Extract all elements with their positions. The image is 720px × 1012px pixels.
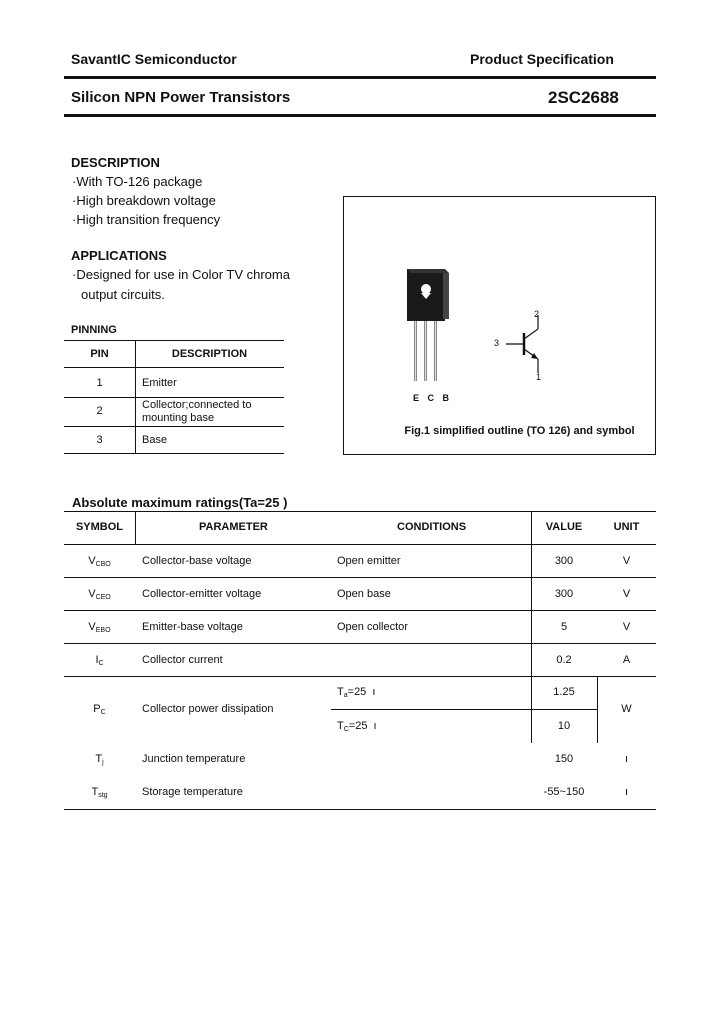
- header-rule-bottom: [64, 114, 656, 117]
- table-row-parameter: Collector power dissipation: [142, 703, 274, 715]
- pin-description-cont: mounting base: [142, 412, 215, 424]
- table-row-unit: W: [621, 703, 632, 715]
- table-row-value: 5: [560, 621, 568, 633]
- table-row-unit: V: [622, 555, 631, 567]
- product-line: Silicon NPN Power Transistors: [71, 89, 291, 106]
- table-row-parameter: Collector-emitter voltage: [142, 588, 262, 600]
- pinning-header-pin: PIN: [90, 348, 109, 360]
- part-number: 2SC2688: [548, 88, 619, 107]
- table-row-value: 1.25: [553, 686, 575, 698]
- table-row-conditions: $T_C=25$ ı: [337, 720, 377, 733]
- company-name: SavantIC Semiconductor: [71, 51, 237, 67]
- applications-title: APPLICATIONS: [71, 248, 167, 263]
- table-row-symbol: $I_C$: [95, 654, 104, 667]
- table-row-unit: ı: [624, 753, 629, 765]
- table-row-value: 300: [554, 555, 574, 567]
- table-row-parameter: Collector current: [142, 654, 223, 666]
- table-row-value: 300: [554, 588, 574, 600]
- table-row-parameter: Storage temperature: [142, 786, 243, 798]
- ratings-header-conditions: CONDITIONS: [397, 521, 467, 533]
- table-row-symbol: $V_{EBO}$: [88, 621, 111, 634]
- figure-box: [343, 196, 656, 455]
- pin-description: Collector;connected to: [142, 399, 252, 411]
- table-row-unit: A: [622, 654, 631, 666]
- table-row-value: -55~150: [543, 786, 585, 798]
- pin-number: 3: [96, 434, 103, 446]
- table-row-symbol: $T_j$: [95, 753, 104, 766]
- table-row-parameter: Junction temperature: [142, 753, 246, 765]
- package-pin-letters: E C B: [413, 393, 453, 403]
- description-item: ·High transition frequency: [72, 212, 221, 227]
- ratings-header-unit: UNIT: [613, 521, 640, 533]
- symbol-pin-collector: 2: [534, 309, 540, 319]
- pin-description: Emitter: [142, 377, 177, 389]
- symbol-pin-base: 3: [494, 338, 500, 348]
- pin-description: Base: [142, 434, 168, 446]
- table-row-unit: V: [622, 621, 631, 633]
- table-row-symbol: $V_{CBO}$: [88, 555, 111, 568]
- table-row-value: 150: [554, 753, 574, 765]
- table-row-conditions: Open base: [337, 588, 391, 600]
- symbol-pin-emitter: 1: [536, 372, 542, 382]
- to126-package-outline: [394, 265, 514, 405]
- table-row-unit: V: [622, 588, 631, 600]
- npn-transistor-symbol: [504, 309, 564, 379]
- table-row-parameter: Emitter-base voltage: [142, 621, 243, 633]
- description-item: ·High breakdown voltage: [72, 193, 216, 208]
- table-row-conditions: Open collector: [337, 621, 408, 633]
- doc-type: Product Specification: [470, 51, 614, 67]
- table-row-symbol: $V_{CEO}$: [88, 588, 111, 601]
- figure-caption: Fig.1 simplified outline (TO 126) and symbol: [404, 425, 635, 437]
- pin-number: 2: [96, 405, 103, 417]
- pinning-title: PINNING: [71, 324, 117, 336]
- table-row-symbol: $P_C$: [93, 703, 106, 716]
- table-row-value: 0.2: [556, 654, 572, 666]
- ratings-header-value: VALUE: [545, 521, 583, 533]
- description-title: DESCRIPTION: [71, 155, 160, 170]
- table-row-conditions: $T_a=25$ ı: [337, 686, 376, 699]
- pinning-header-desc: DESCRIPTION: [171, 348, 248, 360]
- ratings-header-parameter: PARAMETER: [199, 521, 268, 533]
- applications-line: output circuits.: [81, 287, 165, 302]
- applications-line: ·Designed for use in Color TV chroma: [72, 267, 290, 282]
- ratings-title: Absolute maximum ratings(Ta=25 ): [72, 495, 288, 510]
- table-row-symbol: $T_{stg}$: [91, 786, 108, 799]
- table-row-value: 10: [557, 720, 571, 732]
- table-row-parameter: Collector-base voltage: [142, 555, 252, 567]
- table-row-unit: ı: [624, 786, 629, 798]
- description-item: ·With TO-126 package: [72, 174, 203, 189]
- table-row-conditions: Open emitter: [337, 555, 401, 567]
- header-rule-top: [64, 76, 656, 79]
- ratings-header-symbol: SYMBOL: [75, 521, 124, 533]
- pin-number: 1: [96, 377, 103, 389]
